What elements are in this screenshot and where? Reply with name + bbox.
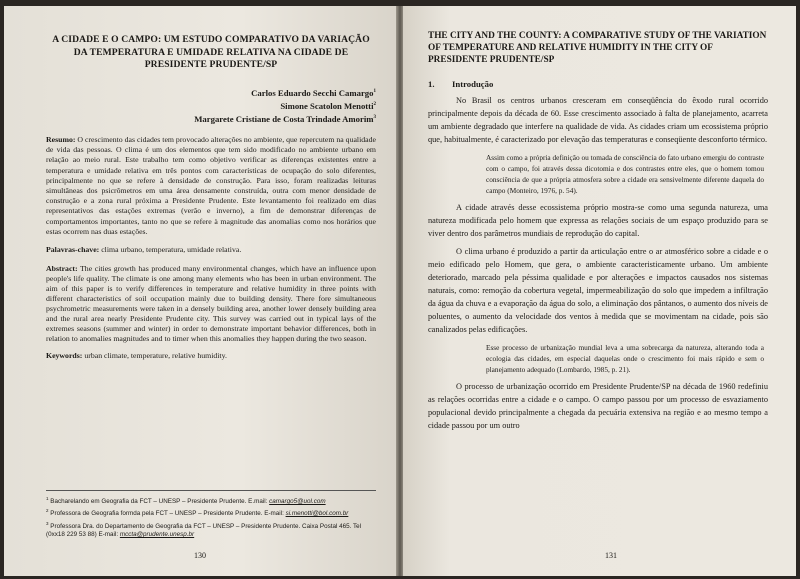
footnote-email-link[interactable]: camargo5@uol.com	[269, 498, 326, 506]
footnote-mark: 1	[46, 496, 49, 501]
abstract-label: Abstract:	[46, 264, 78, 274]
keywords-text: urban climate, temperature, relative humidity.	[84, 351, 227, 361]
palavras-chave-text: clima urbano, temperatura, umidade relativa.	[101, 245, 242, 255]
palavras-chave-label: Palavras-chave:	[46, 245, 100, 255]
right-page-content	[428, 30, 768, 432]
resumo-paragraph	[46, 135, 376, 237]
footnotes	[46, 490, 376, 540]
resumo-text: O crescimento das cidades tem provocado alterações no ambiente, que repercutem na qualidade de vida das pessoas. O clima é um dos elementos que tem sido modificado no ambiente urbano em relação ao meio rural. Este trabalho tem como objetivo verificar as diferenças existentes entre a temperatura e umidade relativa em três pontos com características de ocupação do solo diferentes, principalmente no que se refere à densidade de construção. Para isso, foram realizadas leituras simultâneas dos psicrômetros em uma área densamente construída, outra com menor densidade de construção e a zona rural próxima a Presidente Prudente. Este levantamento foi realizado em dias representativos das estações extremas (verão e inverno), a fim de demonstrar diferenças de comportamentos importantes, tanto no que se refere à magnitude das anomalias como nos horários que estas ocorrem nas duas estações.	[46, 135, 376, 236]
author-footnote-mark: 2	[373, 101, 376, 107]
footnote-1	[46, 495, 376, 506]
abstract-paragraph	[46, 264, 376, 344]
paragraph-3: O clima urbano é produzido a partir da articulação entre o ar atmosférico sobre a cidade e o meio edificado pelo Homem, que gera, o ambiente caracteristicamente urbano. Um ambiente deteriorado, marcado pela péssima qualidade e por alterações e impactos causados nos sistemas naturais, como: remoção da cobertura vegetal, impermeabilização do solo que impedem a infiltração da água da chuva e a evaporação da água do solo, a eliminação dos pântanos, o aumento dos níveis de poluentes, o aumento da velocidade dos ventos à medida que se movimentam na cidade, pois são canalizados pelas edificações.	[428, 247, 768, 334]
palavras-chave-line	[46, 245, 376, 255]
author-1	[46, 86, 376, 99]
article-title-pt: A CIDADE E O CAMPO: UM ESTUDO COMPARATIVO DA VARIAÇÃO DA TEMPERATURA E UMIDADE RELATIVA NA CIDADE DE PRESIDENTE PRUDENTE/SP	[52, 34, 370, 70]
author-3	[46, 112, 376, 125]
resumo-label: Resumo:	[46, 135, 76, 145]
footnote-email-link[interactable]: si.menotti@bol.com.br	[285, 510, 349, 518]
footnote-mark: 2	[46, 508, 49, 514]
left-page	[4, 6, 397, 576]
paragraph-1: No Brasil os centros urbanos cresceram em conseqüência do êxodo rural ocorrido principalmente depois da década de 60. Esse crescimento associado à falta de planejamento, acarreta um ambiente degradado que interfere na qualidade de vida. As cidades criam um ecossistema próprio que, habitualmente, é caracterizado por elevação das temperaturas e conseqüente desconforto térmico.	[428, 96, 768, 144]
author-name: Margarete Cristiane de Costa Trindade Amorim	[194, 113, 374, 124]
block-quote-1: Assim como a própria definição ou tomada de consciência do fato urbano emergiu do contraste com o campo, foi através dessa dicotomia e dos contrastes entre eles, que o homem tomou consciência de que a própria atmosfera sobre a cidade era sensivelmente diferente daquela do campo (Monteiro, 1976, p. 54).	[486, 153, 764, 195]
authors-block	[46, 86, 376, 126]
footnote-text: Professora de Geografia formda pela FCT – UNESP – Presidente Prudente. E-mail:	[50, 510, 284, 518]
section-number: 1.	[428, 79, 435, 89]
keywords-line	[46, 351, 376, 361]
footnote-3	[46, 520, 376, 540]
footnote-text: Professora Dra. do Departamento de Geografia da FCT – UNESP – Presidente Prudente. Caixa Postal 465. Tel (0xx18 229 53 88) E-mail:	[46, 522, 362, 538]
block-quote-2: Esse processo de urbanização mundial leva a uma sobrecarga da natureza, alterando toda a ecologia das cidades, em especial daquelas onde o crescimento foi mais rápido e sem o planejamento adequado (Lombardo, 1985, p. 21).	[486, 343, 764, 374]
footnote-2	[46, 507, 376, 518]
section-title: Introdução	[452, 79, 494, 89]
author-2	[46, 99, 376, 112]
footnote-email-link[interactable]: mccta@prudente.unesp.br	[119, 530, 195, 538]
author-name: Carlos Eduardo Secchi Camargo	[251, 87, 374, 98]
page-number-left: 130	[194, 551, 206, 560]
paragraph-4: O processo de urbanização ocorrido em Presidente Prudente/SP na década de 1960 redefiniu as relações ocorridas entre a cidade e o campo. O campo passou por um processo de esvaziamento populacional devido principalmente a chegada da pecuária extensiva na região e ao mesmo tempo a cidade passou por um outro	[428, 382, 768, 430]
author-footnote-mark: 1	[373, 88, 376, 94]
right-page	[403, 6, 796, 576]
article-title-en: THE CITY AND THE COUNTY: A COMPARATIVE STUDY OF THE VARIATION OF TEMPERATURE AND RELATIVE HUMIDITY IN THE CITY OF PRESIDENTE PRUDENTE/SP	[428, 31, 767, 65]
author-name: Simone Scatolon Menotti	[280, 100, 374, 111]
author-footnote-mark: 3	[373, 114, 376, 120]
keywords-label: Keywords:	[46, 351, 83, 361]
footnote-mark: 3	[46, 520, 49, 526]
abstract-text: The cities growth has produced many environmental changes, which have an influence upon people's life quality. The climate is one among many elements who has been in urban environment. The aim of this paper is to verify differences in temperature and relative humidity in three points with different characteristics of soil occupation mainly due to building density. There fore simultaneous psychrometric measurements were taken in a densely building area, another lower densely building area and the rural area nearly Presidente Prudente city. This survey was carried out in typical lays of the extremes seasons (summer and winter) in order to demonstrate important behavior differences, both in relation to anomalies magnitudes and to timer when this anomalies they happen during the two season.	[46, 264, 376, 344]
section-heading	[428, 79, 768, 89]
footnote-text: Bacharelando em Geografia da FCT – UNESP – Presidente Prudente. E.mail:	[50, 498, 268, 506]
page-number-right: 131	[605, 551, 617, 560]
paragraph-2: A cidade através desse ecossistema próprio mostra-se como uma segunda natureza, uma natureza modificada pelo homem que expressa as relações sociais de um espaço produzido para se viver dentro dos parâmetros mundiais de reprodução do capital.	[428, 203, 768, 238]
left-page-content	[46, 34, 376, 361]
